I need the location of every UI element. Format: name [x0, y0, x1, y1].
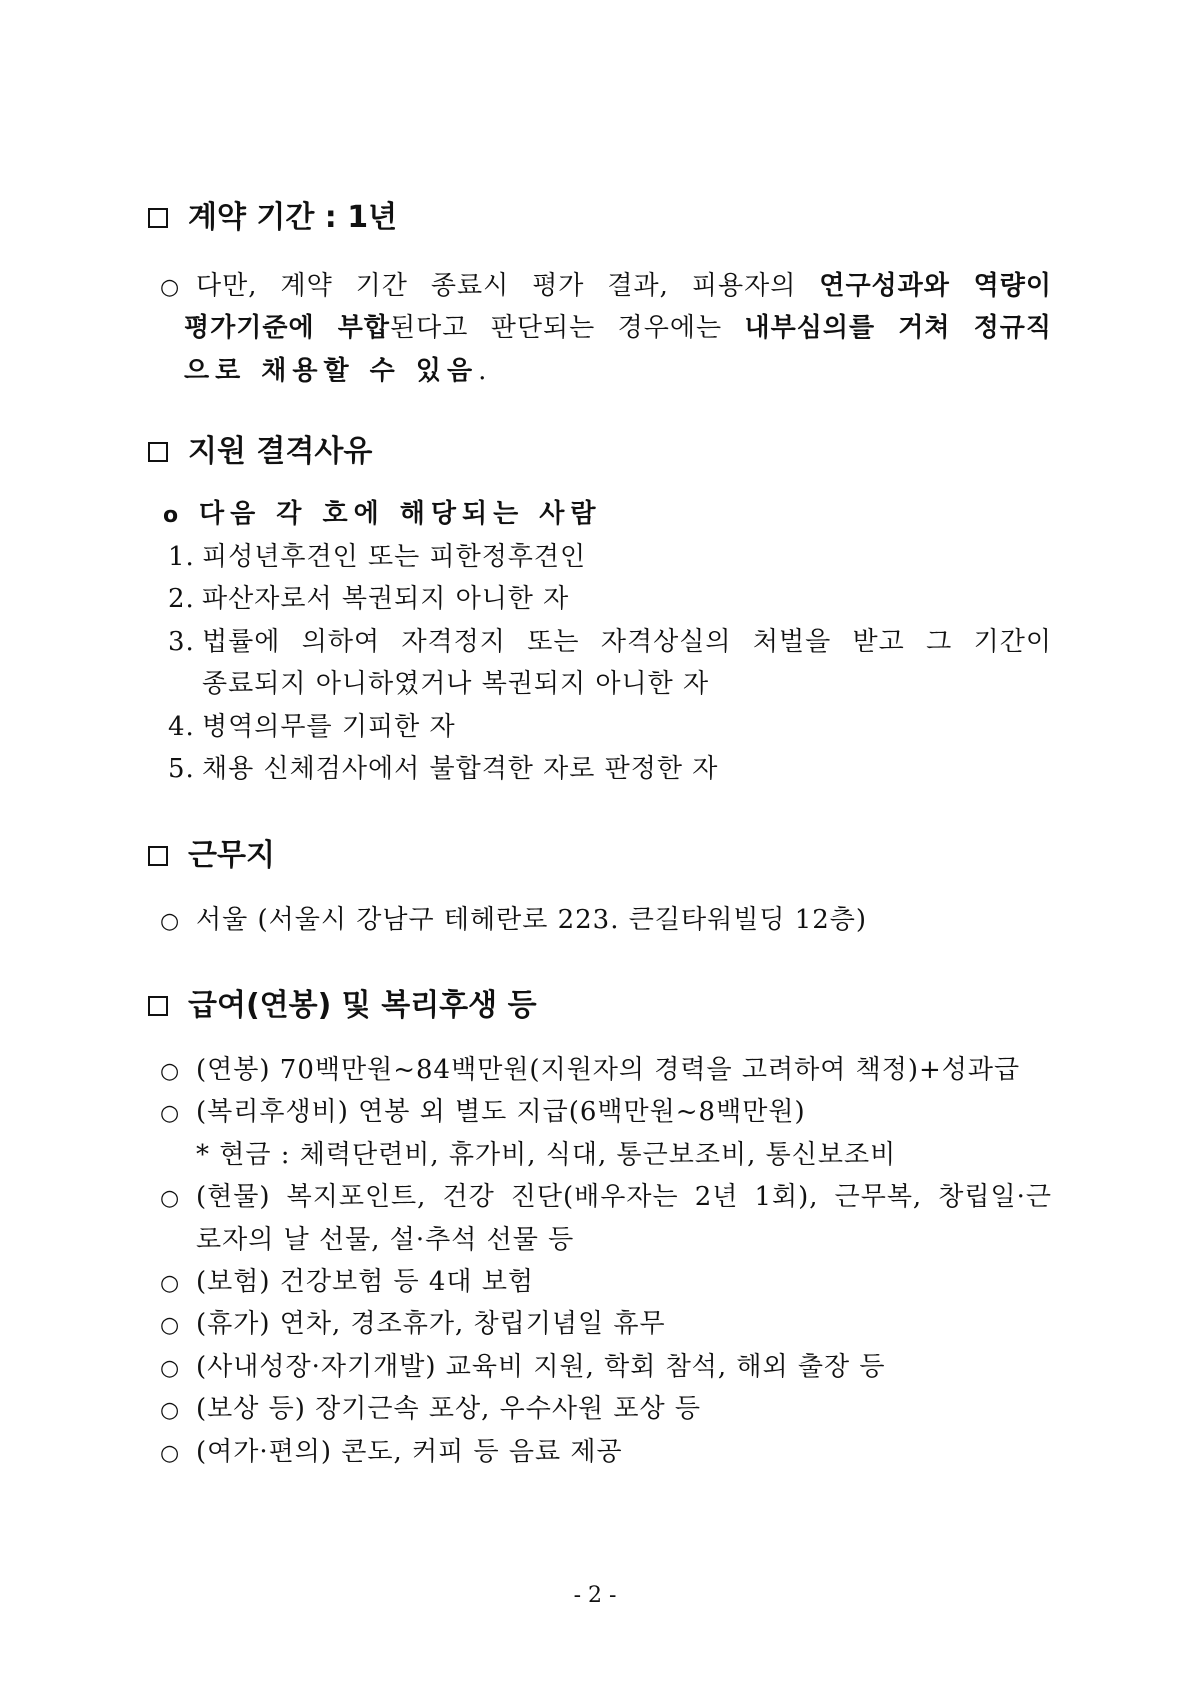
contract-line-1: ○ 다만, 계약 기간 종료시 평가 결과, 피용자의 연구성과와 역량이 — [160, 268, 1052, 306]
benefit-item: ○ (복리후생비) 연봉 외 별도 지급(6백만원~8백만원) — [160, 1094, 806, 1132]
checkbox-square-icon — [148, 996, 168, 1016]
circle-bullet-icon: ○ — [160, 1271, 181, 1296]
circle-bullet-icon: o — [163, 503, 185, 528]
disqualification-item: 2. 파산자로서 복권되지 아니한 자 — [168, 584, 570, 614]
disqualification-item: 1. 피성년후견인 또는 피한정후견인 — [168, 542, 587, 572]
circle-bullet-icon: ○ — [160, 1101, 181, 1126]
circle-bullet-icon: ○ — [160, 1441, 181, 1466]
disqualification-item: 3. 법률에 의하여 자격정지 또는 자격상실의 처벌을 받고 그 기간이 — [168, 627, 1052, 657]
checkbox-square-icon — [148, 442, 168, 462]
benefit-item: ○ (보상 등) 장기근속 포상, 우수사원 포상 등 — [160, 1391, 701, 1429]
section-title-contract: 계약 기간 : 1년 — [148, 198, 397, 238]
circle-bullet-icon: ○ — [160, 1313, 181, 1338]
contract-line-3: 으로 채용할 수 있음. — [184, 356, 493, 386]
workplace-address: ○ 서울 (서울시 강남구 테헤란로 223. 큰길타워빌딩 12층) — [160, 902, 867, 940]
circle-bullet-icon: ○ — [160, 909, 181, 934]
checkbox-square-icon — [148, 846, 168, 866]
checkbox-square-icon — [148, 208, 168, 228]
benefit-item: ○ (여가·편의) 콘도, 커피 등 음료 제공 — [160, 1434, 623, 1472]
benefit-item-continued: 로자의 날 선물, 설·추석 선물 등 — [196, 1225, 575, 1255]
disqualification-item: 5. 채용 신체검사에서 불합격한 자로 판정한 자 — [168, 754, 719, 784]
section-title-disqualification: 지원 결격사유 — [148, 432, 372, 472]
circle-bullet-icon: ○ — [160, 1059, 181, 1084]
benefit-item: ○ (연봉) 70백만원~84백만원(지원자의 경력을 고려하여 책정)+성과급 — [160, 1052, 1020, 1090]
contract-line-2: 평가기준에 부합된다고 판단되는 경우에는 내부심의를 거쳐 정규직 — [184, 313, 1053, 343]
circle-bullet-icon: ○ — [160, 1186, 181, 1211]
section-title-workplace: 근무지 — [148, 836, 275, 876]
benefit-item: ○ (보험) 건강보험 등 4대 보험 — [160, 1264, 534, 1302]
circle-bullet-icon: ○ — [160, 1356, 181, 1381]
disqualification-header: o 다음 각 호에 해당되는 사람 — [163, 496, 601, 534]
circle-bullet-icon: ○ — [160, 1398, 181, 1423]
section-title-benefits: 급여(연봉) 및 복리후생 등 — [148, 986, 537, 1026]
benefit-note: * 현금 : 체력단련비, 휴가비, 식대, 통근보조비, 통신보조비 — [196, 1140, 897, 1170]
benefit-item: ○ (현물) 복지포인트, 건강 진단(배우자는 2년 1회), 근무복, 창립일·근 — [160, 1179, 1052, 1217]
disqualification-item: 4. 병역의무를 기피한 자 — [168, 712, 456, 742]
circle-bullet-icon: ○ — [160, 275, 181, 300]
benefit-item: ○ (사내성장·자기개발) 교육비 지원, 학회 참석, 해외 출장 등 — [160, 1349, 886, 1387]
page-number: - 2 - — [573, 1583, 617, 1608]
disqualification-item-continued: 종료되지 아니하였거나 복권되지 아니한 자 — [202, 669, 710, 699]
benefit-item: ○ (휴가) 연차, 경조휴가, 창립기념일 휴무 — [160, 1306, 666, 1344]
